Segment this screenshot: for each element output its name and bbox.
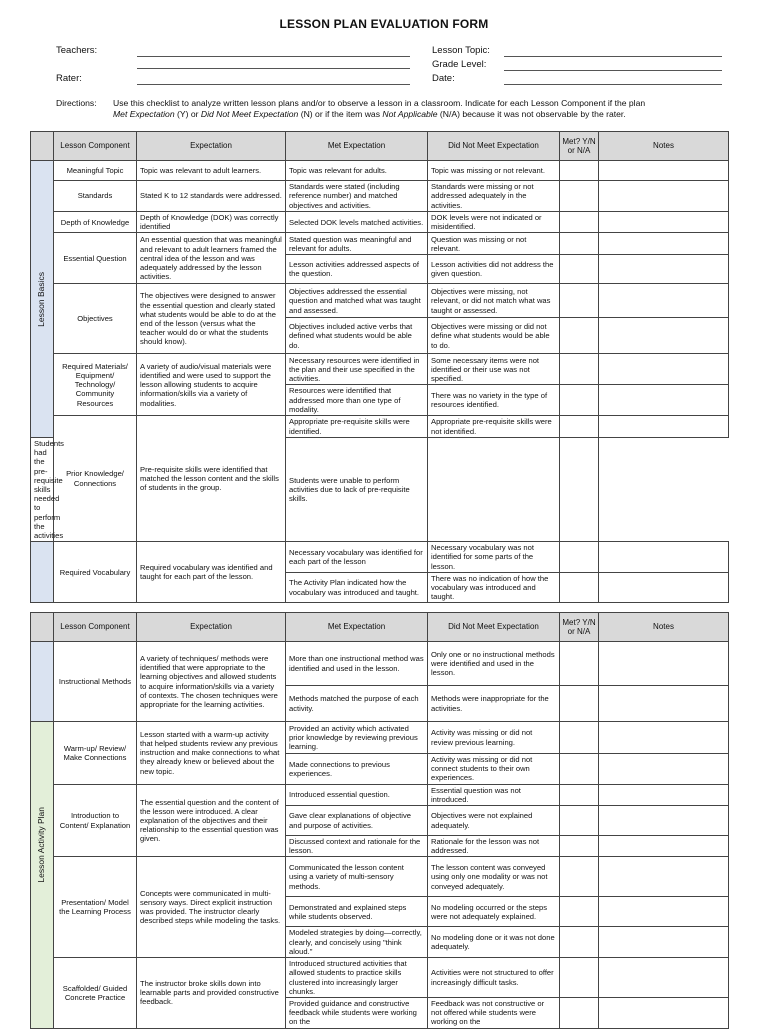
- ynna-cell[interactable]: [560, 998, 599, 1029]
- table-row-not-met: Lesson activities did not address the given question.: [428, 255, 560, 284]
- rater-line[interactable]: [137, 84, 410, 85]
- table-row-component: Required Materials/ Equipment/ Technology/ Community Resources: [54, 354, 137, 416]
- table-row-not-met: There was no variety in the type of resources identified.: [428, 385, 560, 416]
- table-row-component: Warm-up/ Review/ Make Connections: [54, 722, 137, 785]
- table-row-met: Discussed context and rationale for the lesson.: [286, 836, 428, 857]
- table-row-expectation: The objectives were designed to answer the essential question and clearly stated what students would be able to do at the end of the lesson (versus what the teacher would do or what the students should know).: [137, 284, 286, 354]
- table-row-not-met: Question was missing or not relevant.: [428, 233, 560, 255]
- teachers-line-2[interactable]: [137, 68, 410, 69]
- table-row-component: Scaffolded/ Guided Concrete Practice: [54, 958, 137, 1029]
- table-row-component: Instructional Methods: [54, 642, 137, 722]
- table-row-not-met: Objectives were missing, not relevant, or did not match what was taught or assessed.: [428, 284, 560, 318]
- col-expectation: Expectation: [137, 132, 286, 161]
- table-row-met: Modeled strategies by doing—correctly, clearly, and concisely using "think aloud.": [286, 927, 428, 958]
- notes-cell[interactable]: [599, 642, 729, 686]
- notes-cell[interactable]: [599, 284, 729, 318]
- rater-label: Rater:: [56, 73, 82, 84]
- lesson-topic-label: Lesson Topic:: [432, 45, 490, 56]
- table-row-expectation: The instructor broke skills down into learnable parts and provided constructive feedback.: [137, 958, 286, 1029]
- notes-cell[interactable]: [599, 212, 729, 233]
- ynna-cell[interactable]: [560, 642, 599, 686]
- directions-label: Directions:: [56, 98, 97, 108]
- table-row-not-met: Activities were not structured to offer increasingly difficult tasks.: [428, 958, 560, 998]
- table-row-met: Methods matched the purpose of each activity.: [286, 686, 428, 722]
- table-row-not-met: No modeling occurred or the steps were not adequately explained.: [428, 897, 560, 927]
- table-row-not-met: Necessary vocabulary was not identified for some parts of the lesson.: [428, 542, 560, 573]
- ynna-cell[interactable]: [560, 284, 599, 318]
- ynna-cell[interactable]: [560, 784, 599, 805]
- table-row-met: Lesson activities addressed aspects of the question.: [286, 255, 428, 284]
- table-row-met: Resources were identified that addressed more than one type of modality.: [286, 385, 428, 416]
- ynna-cell[interactable]: [560, 927, 599, 958]
- notes-cell[interactable]: [560, 438, 599, 542]
- notes-cell[interactable]: [599, 385, 729, 416]
- notes-cell[interactable]: [599, 927, 729, 958]
- met-expectation-term: Met Expectation: [113, 109, 175, 119]
- col-notes: Notes: [599, 132, 729, 161]
- table-row-not-met: Only one or no instructional methods were identified and used in the lesson.: [428, 642, 560, 686]
- table-row-expectation: Lesson started with a warm-up activity that helped students review any previous instruction and make connections to what they already knew or believed about the new topic.: [137, 722, 286, 785]
- col-met: Met Expectation: [286, 132, 428, 161]
- table-row-not-met: Some necessary items were not identified or their use was not specified.: [428, 354, 560, 385]
- table-row-not-met: Rationale for the lesson was not addressed.: [428, 836, 560, 857]
- table-row-met: Provided guidance and constructive feedback while students were working on the: [286, 998, 428, 1029]
- col-did-not-meet: Did Not Meet Expectation: [428, 613, 560, 642]
- notes-cell[interactable]: [599, 255, 729, 284]
- notes-cell[interactable]: [599, 233, 729, 255]
- table-row-not-met: Methods were inappropriate for the activities.: [428, 686, 560, 722]
- table-row-component: Objectives: [54, 284, 137, 354]
- notes-cell[interactable]: [599, 722, 729, 754]
- grade-level-label: Grade Level:: [432, 59, 487, 70]
- notes-cell[interactable]: [599, 836, 729, 857]
- n-code: (N) or if the item was: [298, 109, 383, 119]
- table-row-component: Meaningful Topic: [54, 161, 137, 181]
- y-code: (Y) or: [174, 109, 201, 119]
- directions: [56, 98, 736, 120]
- ynna-cell[interactable]: [560, 857, 599, 897]
- table-row-met: The Activity Plan indicated how the vocabulary was introduced and taught.: [286, 572, 428, 603]
- table-row-not-met: Essential question was not introduced.: [428, 784, 560, 805]
- notes-cell[interactable]: [599, 416, 729, 438]
- table-row-component: Essential Question: [54, 233, 137, 284]
- ynna-cell[interactable]: [560, 416, 599, 438]
- notes-cell[interactable]: [599, 542, 729, 573]
- col-component: Lesson Component: [54, 613, 137, 642]
- col-did-not-meet: Did Not Meet Expectation: [428, 132, 560, 161]
- notes-cell[interactable]: [599, 318, 729, 354]
- ynna-cell[interactable]: [560, 233, 599, 255]
- notes-cell[interactable]: [599, 686, 729, 722]
- col-met: Met Expectation: [286, 613, 428, 642]
- ynna-cell[interactable]: [560, 212, 599, 233]
- table-row-not-met: Topic was missing or not relevant.: [428, 161, 560, 181]
- evaluation-table-2: [30, 612, 729, 1029]
- ynna-cell[interactable]: [560, 722, 599, 754]
- table-row-expectation: Stated K to 12 standards were addressed.: [137, 181, 286, 212]
- table-row-met: Standards were stated (including reference number) and matched objectives and activities.: [286, 181, 428, 212]
- table-row-met: Stated question was meaningful and relevant for adults.: [286, 233, 428, 255]
- table-row-met: Communicated the lesson content using a variety of multi-sensory methods.: [286, 857, 428, 897]
- notes-cell[interactable]: [599, 806, 729, 836]
- col-ynna: Met? Y/N or N/A: [560, 613, 599, 642]
- notes-cell[interactable]: [599, 784, 729, 805]
- ynna-cell[interactable]: [560, 255, 599, 284]
- table-row-not-met: Appropriate pre-requisite skills were not identified.: [428, 416, 560, 438]
- teachers-label: Teachers:: [56, 45, 98, 56]
- table-row-met: Introduced structured activities that allowed students to practice skills clustered into increasingly larger chunks.: [286, 958, 428, 998]
- table-row-met: Demonstrated and explained steps while students observed.: [286, 897, 428, 927]
- table-row-not-met: Students were unable to perform activities due to lack of pre-requisite skills.: [286, 438, 428, 542]
- table-row-expectation: Depth of Knowledge (DOK) was correctly identified: [137, 212, 286, 233]
- ynna-cell[interactable]: [560, 572, 599, 603]
- ynna-cell[interactable]: [560, 686, 599, 722]
- table-row-component: Required Vocabulary: [54, 542, 137, 603]
- table-row-expectation: The essential question and the content of the lesson were introduced. A clear explanation of the objectives and their relationship to the essential question was given.: [137, 784, 286, 857]
- table-row-expectation: Required vocabulary was identified and taught for each part of the lesson.: [137, 542, 286, 603]
- table-row-met: Made connections to previous experiences.: [286, 754, 428, 785]
- teachers-line-1[interactable]: [137, 56, 410, 57]
- table-row-expectation: Concepts were communicated in multi-sensory ways. Direct explicit instruction was provided. The instructor clearly described steps while modeling the tasks.: [137, 857, 286, 958]
- table-row-met: More than one instructional method was identified and used in the lesson.: [286, 642, 428, 686]
- table-row-not-met: There was no indication of how the vocabulary was introduced and taught.: [428, 572, 560, 603]
- ynna-cell[interactable]: [560, 958, 599, 998]
- table-row-met: Objectives addressed the essential question and matched what was taught and assessed.: [286, 284, 428, 318]
- ynna-cell[interactable]: [560, 385, 599, 416]
- table-row-not-met: Feedback was not constructive or not offered while students were working on the: [428, 998, 560, 1029]
- table-row-met: Selected DOK levels matched activities.: [286, 212, 428, 233]
- date-line[interactable]: [504, 84, 722, 85]
- ynna-cell[interactable]: [560, 806, 599, 836]
- evaluation-table-1: [30, 131, 729, 603]
- table-row-not-met: No modeling done or it was not done adequately.: [428, 927, 560, 958]
- table-row-expectation: A variety of techniques/ methods were identified that were appropriate to the learning objectives and allowed students to acquire information/skills via a variety of contexts. The chosen techniques were appropriate for the learning activities.: [137, 642, 286, 722]
- ynna-cell[interactable]: [560, 836, 599, 857]
- table-row-met: Provided an activity which activated prior knowledge by reviewing previous learning.: [286, 722, 428, 754]
- table-row-met: Gave clear explanations of objective and purpose of activities.: [286, 806, 428, 836]
- notes-cell[interactable]: [599, 181, 729, 212]
- table-row-met: Students had the pre-requisite skills needed to perform the activities: [31, 438, 54, 542]
- table-row-expectation: Pre-requisite skills were identified that matched the lesson content and the skills of students in the group.: [137, 416, 286, 542]
- col-component: Lesson Component: [54, 132, 137, 161]
- section-lesson-basics-2: [31, 642, 54, 722]
- lesson-topic-line[interactable]: [504, 56, 722, 57]
- form-title: LESSON PLAN EVALUATION FORM: [279, 17, 489, 31]
- table-row-met: Necessary vocabulary was identified for each part of the lesson: [286, 542, 428, 573]
- table-row-met: Objectives included active verbs that defined what students would be able do.: [286, 318, 428, 354]
- ynna-cell[interactable]: [560, 897, 599, 927]
- ynna-cell[interactable]: [560, 542, 599, 573]
- notes-cell[interactable]: [599, 958, 729, 998]
- section-lesson-basics-1: Lesson Basics: [31, 161, 54, 438]
- table-row-component: Presentation/ Model the Learning Process: [54, 857, 137, 958]
- table-row-component: Depth of Knowledge: [54, 212, 137, 233]
- table-row-not-met: Activity was missing or did not review previous learning.: [428, 722, 560, 754]
- table-row-expectation: Topic was relevant to adult learners.: [137, 161, 286, 181]
- table-row-met: Appropriate pre-requisite skills were identified.: [286, 416, 428, 438]
- ynna-cell[interactable]: [560, 354, 599, 385]
- table-row-met: Topic was relevant for adults.: [286, 161, 428, 181]
- col-notes: Notes: [599, 613, 729, 642]
- ynna-cell[interactable]: [560, 161, 599, 181]
- table-row-not-met: DOK levels were not indicated or misidentified.: [428, 212, 560, 233]
- notes-cell[interactable]: [599, 857, 729, 897]
- notes-cell[interactable]: [599, 897, 729, 927]
- table-row-component: Introduction to Content/ Explanation: [54, 784, 137, 857]
- directions-line1: Use this checklist to analyze written lesson plans and/or to observe a lesson in a classroom. Indicate for each Lesson Component if the plan: [113, 98, 646, 108]
- table-row-not-met: Activity was missing or did not connect students to their own experiences.: [428, 754, 560, 785]
- header-blank: [31, 613, 54, 642]
- notes-cell[interactable]: [599, 998, 729, 1029]
- notes-cell[interactable]: [599, 161, 729, 181]
- grade-level-line[interactable]: [504, 70, 722, 71]
- section-lesson-activity-plan: Lesson Activity Plan: [31, 722, 54, 1029]
- table-row-not-met: Standards were missing or not addressed adequately in the activities.: [428, 181, 560, 212]
- ynna-cell[interactable]: [560, 318, 599, 354]
- table-row-expectation: A variety of audio/visual materials were identified and were used to support the lesson allowing students to acquire information/skills via a variety of modalities.: [137, 354, 286, 416]
- table-row-expectation: An essential question that was meaningful and relevant to adult learners framed the central idea of the lesson and was adequately addressed by the lesson activities.: [137, 233, 286, 284]
- section-lesson-basics-fill: [31, 542, 54, 603]
- ynna-cell[interactable]: [428, 438, 560, 542]
- ynna-cell[interactable]: [560, 181, 599, 212]
- col-ynna: Met? Y/N or N/A: [560, 132, 599, 161]
- table-row-not-met: Objectives were not explained adequately.: [428, 806, 560, 836]
- col-expectation: Expectation: [137, 613, 286, 642]
- table-row-met: Necessary resources were identified in the plan and their use specified in the activities.: [286, 354, 428, 385]
- table-row-met: Introduced essential question.: [286, 784, 428, 805]
- table-row-component: Prior Knowledge/ Connections: [54, 416, 137, 542]
- table-row-not-met: The lesson content was conveyed using only one modality or was not conveyed adequately.: [428, 857, 560, 897]
- ynna-cell[interactable]: [560, 754, 599, 785]
- notes-cell[interactable]: [599, 754, 729, 785]
- did-not-meet-term: Did Not Meet Expectation: [200, 109, 299, 119]
- table-row-component: Standards: [54, 181, 137, 212]
- date-label: Date:: [432, 73, 455, 84]
- directions-tail: (N/A) because it was not observable by the rater.: [437, 109, 626, 119]
- not-applicable-term: Not Applicable: [382, 109, 438, 119]
- notes-cell[interactable]: [599, 354, 729, 385]
- table-row-not-met: Objectives were missing or did not define what students would be able to do.: [428, 318, 560, 354]
- header-blank: [31, 132, 54, 161]
- notes-cell[interactable]: [599, 572, 729, 603]
